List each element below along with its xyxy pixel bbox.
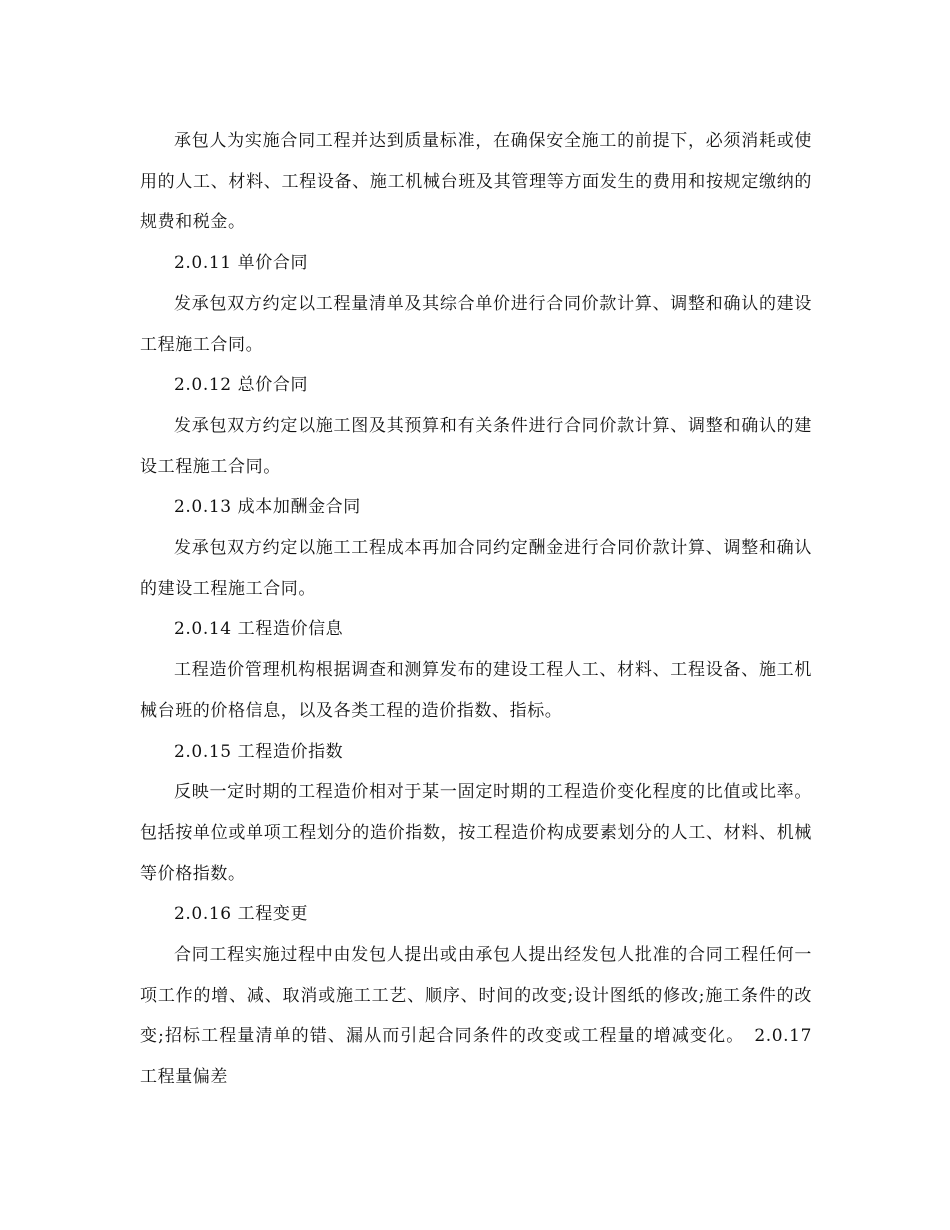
- document-body: [140, 121, 812, 1098]
- paragraph-engineering-change: [140, 935, 812, 1098]
- paragraph-cost-plus-contract: 发承包双方约定以施工工程成本再加合同约定酬金进行合同价款计算、调整和确认的建设工程施工合同。: [140, 538, 812, 599]
- term-heading-unit-price-contract: 2.0.11 单价合同: [174, 253, 309, 274]
- paragraph-cost-index: 反映一定时期的工程造价相对于某一固定时期的工程造价变化程度的比值或比率。包括按单位或单项工程划分的造价指数，按工程造价构成要素划分的人工、材料、机械等价格指数。: [140, 782, 812, 884]
- term-heading-engineering-change: 2.0.16 工程变更: [174, 904, 309, 925]
- paragraph-cost-information: 工程造价管理机构根据调查和测算发布的建设工程人工、材料、工程设备、施工机械台班的价格信息，以及各类工程的造价指数、指标。: [140, 660, 812, 721]
- term-heading-cost-information: 2.0.14 工程造价信息: [174, 619, 344, 640]
- paragraph-lump-sum-contract: 发承包双方约定以施工图及其预算和有关条件进行合同价款计算、调整和确认的建设工程施工合同。: [140, 415, 812, 477]
- term-heading-cost-plus-contract: 2.0.13 成本加酬金合同: [174, 497, 361, 518]
- term-heading-cost-index: 2.0.15 工程造价指数: [174, 741, 344, 762]
- term-heading-lump-sum-contract: 2.0.12 总价合同: [174, 375, 309, 396]
- term-heading-quantity-deviation: 2.0.17 工程量偏差: [140, 1026, 812, 1088]
- paragraph-cost-definition: 承包人为实施合同工程并达到质量标准，在确保安全施工的前提下，必须消耗或使用的人工、材料、工程设备、施工机械台班及其管理等方面发生的费用和按规定缴纳的规费和税金。: [140, 131, 812, 233]
- paragraph-unit-price-contract: 发承包双方约定以工程量清单及其综合单价进行合同价款计算、调整和确认的建设工程施工合同。: [140, 293, 812, 355]
- paragraph-engineering-change-text: 合同工程实施过程中由发包人提出或由承包人提出经发包人批准的合同工程任何一项工作的增、减、取消或施工工艺、顺序、时间的改变;设计图纸的修改;施工条件的改变;招标工程量清单的错、漏从而引起合同条件的改变或工程量的增减变化。: [140, 945, 812, 1047]
